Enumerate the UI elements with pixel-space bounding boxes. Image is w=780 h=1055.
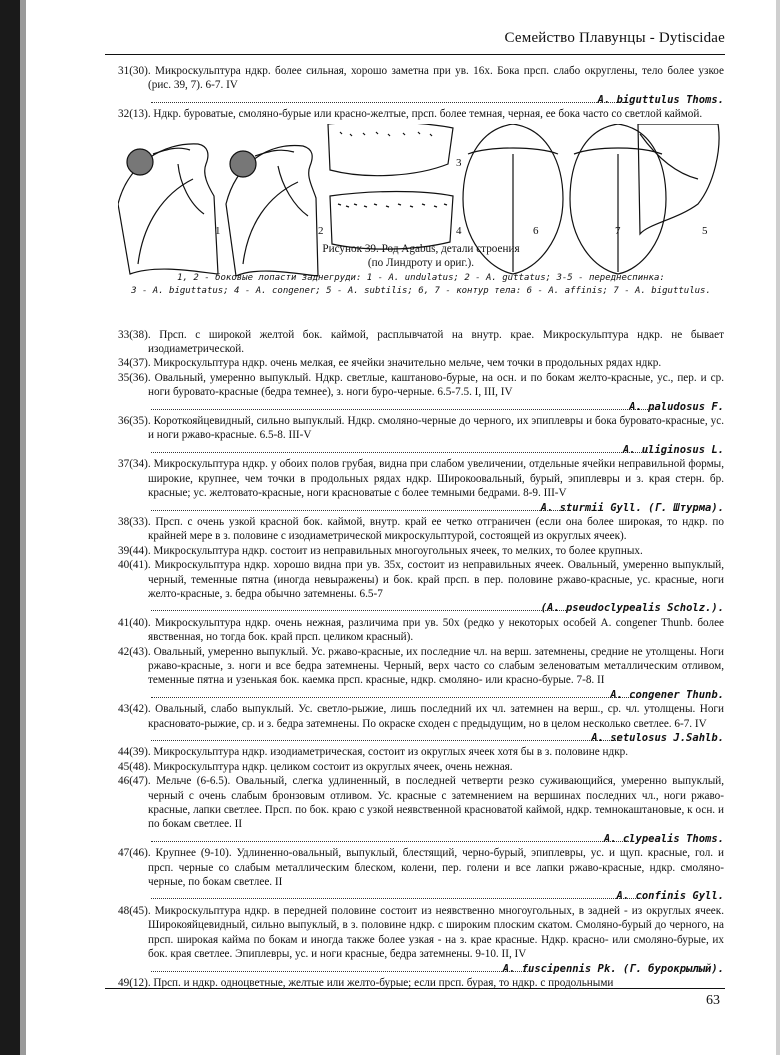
species-name: A. biguttulus Thoms. — [597, 93, 724, 106]
species-line — [148, 688, 724, 702]
entry-text: Прсп. с широкой желтой бок. каймой, расплывчатой на внутр. крае. Микроскульптура ндкр. не бывает изодиаметрической. — [148, 328, 724, 356]
entry-number: 40(41). — [118, 559, 151, 572]
entry-text: Микроскульптура ндкр. очень нежная, различима при ув. 50х (редко у некоторых особей A. congener Thunb. более явственная, но тогда бок. край прсп. целиком красный). — [148, 616, 724, 644]
entry-text: Микроскульптура ндкр. целиком состоит из округлых ячеек, очень нежная. — [153, 760, 513, 773]
dot-leader — [151, 610, 568, 611]
key-entry — [118, 371, 724, 414]
species-name: A. paludosus F. — [629, 400, 724, 413]
entry-number: 35(36). — [118, 371, 151, 384]
entry-number: 46(47). — [118, 775, 151, 788]
key-entry-32 — [118, 107, 724, 121]
key-entry — [118, 846, 724, 904]
species-name: A. clypealis Thoms. — [603, 832, 724, 845]
entry-number: 44(39). — [118, 746, 151, 759]
key-entry — [118, 904, 724, 976]
legend-line-2: 3 - A. biguttatus; 4 - A. congener; 5 - A. subtilis; 6, 7 - контур тела: 6 - A. affinis; 7 - A. biguttulus. — [131, 285, 711, 296]
figure-39 — [118, 124, 724, 324]
entry-text: Микроскульптура ндкр. изодиаметрическая, состоит из округлых ячеек хотя бы в з. половине ндкр. — [153, 746, 629, 759]
species-line — [148, 889, 724, 903]
entry-number: 34(37). — [118, 357, 151, 370]
caption-line-1: Рисунок 39. Род Agabus, детали строения — [322, 242, 520, 255]
entry-text: Микроскульптура ндкр. очень мелкая, ее ячейки значительно мельче, чем точки в продольных рядах ндкр. — [153, 357, 662, 370]
figure-label-2: 2 — [318, 224, 324, 237]
key-entry — [118, 645, 724, 703]
key-entries — [118, 328, 724, 991]
species-line — [148, 93, 724, 107]
key-entry — [118, 356, 724, 370]
figure-label-7: 7 — [615, 224, 621, 237]
entry-text: Прсп. и ндкр. одноцветные, желтые или желто-бурые; если прсп. бурая, то ндкр. с продольными — [153, 976, 614, 989]
species-name: A. sturmii Gyll. (Г. Штурма). — [540, 501, 724, 514]
page-body — [118, 64, 724, 990]
header-rule — [105, 54, 725, 55]
key-entry — [118, 328, 724, 357]
entry-text: Микроскульптура ндкр. у обоих полов грубая, видна при слабом увеличении, отдельные ячейки неправильной формы, широкие, крупнее, чем точки в продольных рядах ндкр. Широкоовальный, бурый, эпиплевры и з. края стерн. бр. красные; ус. желтовато-красные, ноги красноватые с более темными бедрами. 8-9. III-V — [148, 458, 724, 500]
species-name: A. uliginosus L. — [622, 443, 724, 456]
key-entry — [118, 558, 724, 616]
entry-text: Ндкр. буроватые, смоляно-бурые или красно-желтые, прсп. более темная, черная, ее бока часто со светлой каймой. — [153, 108, 703, 121]
key-entry — [118, 544, 724, 558]
species-line — [148, 962, 724, 976]
scan-edge-right — [776, 0, 780, 1055]
figure-label-4: 4 — [456, 224, 462, 237]
entry-text: Овальный, умеренно выпуклый. Ус. ржаво-красные, их последние чл. на верш. затемнены, средние не утолщены. Ноги ржаво-красные, з. ноги и все бедра затемнены. Черный, верх часто со слабым зеленоватым металлическим отливом, теменные пятна и узенькая бок. каемка прсп. красные, ндкр. смоляно- или красно-бурые. 7-8. II — [148, 645, 725, 687]
species-line — [148, 501, 724, 515]
entry-number: 31(30). — [118, 65, 151, 77]
entry-number: 37(34). — [118, 458, 151, 471]
entry-text: Овальный, слабо выпуклый. Ус. светло-рыжие, лишь последний их чл. затемнен на верш., ср. чл. утолщены. Ноги красновато-рыжие, ср. и з. бедра затемнены. По окраске сходен с предыдущим, но в целом несколько светлее. 6-7. IV — [148, 703, 725, 730]
species-line — [148, 601, 724, 615]
entry-number: 48(45). — [118, 904, 151, 917]
entry-number: 41(40). — [118, 616, 151, 629]
figure-label-6: 6 — [533, 224, 539, 237]
key-entry — [118, 774, 724, 846]
entry-text: Прсп. с очень узкой красной бок. каймой, внутр. край ее четко отграничен (если она более широкая, то ндкр. по крайней мере в з. половине с изодиаметрической микроскульптурой, состоящей из округлых ячеек). — [148, 515, 724, 543]
page-number: 63 — [706, 993, 720, 1008]
caption-line-2: (по Линдроту и ориг.). — [367, 256, 475, 269]
entry-number: 36(35). — [118, 415, 151, 428]
entry-number: 49(12). — [118, 976, 151, 989]
footer-rule — [105, 988, 725, 989]
key-entry — [118, 515, 724, 544]
species-line — [148, 400, 724, 414]
entry-text: Мельче (6-6.5). Овальный, слегка удлиненный, в последней четверти резко суживающийся, умеренно выпуклый, черный с очень слабым бронзовым отливом. Ус. красные с затемнением на вершинах последних чл., ноги ржаво-красные, лапки светлее. Прсп. по бок. краю с узкой неявственной красноватой каймой, ндкр. темнокаштановые, к осн. и по бокам светлее. II — [148, 775, 724, 831]
scan-edge-gray — [20, 0, 26, 1055]
entry-text: Микроскульптура ндкр. более сильная, хорошо заметна при ув. 16х. Бока прсп. слабо округлены, тело более узкое (рис. 39, 7). 6-7. IV — [148, 65, 725, 92]
key-entry — [118, 414, 724, 457]
entry-number: 32(13). — [118, 108, 151, 121]
entry-number: 42(43). — [118, 645, 151, 658]
figure-label-3: 3 — [456, 156, 462, 169]
species-name: A. confinis Gyll. — [616, 890, 724, 903]
dot-leader — [151, 841, 631, 842]
scan-edge-dark — [0, 0, 20, 1055]
drawing-fig-3 — [328, 124, 453, 176]
drawing-fig-4 — [330, 191, 453, 249]
species-name: A. fuscipennis Pk. (Г. бурокрылый). — [502, 962, 724, 975]
figure-label-5: 5 — [702, 224, 708, 237]
figure-label-1: 1 — [215, 224, 221, 237]
dot-leader — [151, 452, 650, 453]
figure-caption — [118, 242, 724, 270]
species-line — [148, 443, 724, 457]
dot-leader — [151, 510, 568, 511]
entry-number: 47(46). — [118, 847, 151, 860]
figure-legend — [118, 272, 724, 298]
dot-leader — [151, 971, 530, 972]
dot-leader — [151, 409, 656, 410]
entry-number: 38(33). — [118, 515, 151, 528]
key-entry — [118, 616, 724, 645]
key-entry — [118, 760, 724, 774]
entry-number: 33(38). — [118, 328, 151, 341]
key-entry — [118, 745, 724, 759]
entry-number: 39(44). — [118, 544, 151, 557]
species-name: A. setulosus J.Sahlb. — [591, 732, 724, 744]
entry-text: Крупнее (9-10). Удлиненно-овальный, выпуклый, блестящий, черно-бурый, эпиплевры, ус. и щуп. красные, гол. и прсп. черные со слабым металлическим блеском, колени, пер. голени и все лапки ржаво-красные, ндкр. смоляно-черные, по бокам светлее. II — [148, 847, 724, 889]
running-header: Семейство Плавунцы - Dytiscidae — [504, 30, 725, 46]
dot-leader — [151, 697, 637, 698]
key-entry — [118, 702, 724, 745]
entry-text: Микроскульптура ндкр. хорошо видна при ув. 35х, состоит из неправильных ячеек. Овальный, умеренно выпуклый, черный, теменные пятна (иногда невыражены) и бок. край прсп. в пер. половине ржаво-красные, ус. красные, ноги желто-красные, з. бедра обычно затемнены. 6.5-7 — [148, 559, 724, 600]
drawing-fig-5 — [638, 124, 719, 234]
entry-text: Микроскульптура ндкр. состоит из неправильных многоугольных ячеек, то мелких, то более крупных. — [153, 544, 643, 557]
species-name: (A. pseudoclypealis Scholz.). — [540, 602, 724, 615]
entry-number: 45(48). — [118, 760, 151, 773]
legend-line-1: 1, 2 - боковые лопасти заднегруди: 1 - A. undulatus; 2 - A. guttatus; 3-5 - переднеспинка: — [177, 272, 665, 283]
dot-leader — [151, 898, 644, 899]
entry-text: Микроскульптура ндкр. в передней половине состоит из неявственно многоугольных, в задней - из округлых ячеек. Широкояйцевидный, сильно выпуклый, в з. половине ндкр. с широким плоским скатом. Смоляно-бурый до черного, на прсп. широкая кайма по бокам и иногда также более узкая - на з. крае красные. Ндкр. красно- или смоляно-бурые, их бок. края светлее. Эпиплевры, ус. и ноги красные, бедра затемнены. 9-10. II, IV — [148, 904, 724, 961]
key-entry-31 — [118, 64, 724, 107]
dot-leader — [151, 102, 625, 103]
species-line — [148, 832, 724, 846]
species-name: A. congener Thunb. — [610, 688, 724, 701]
entry-text: Короткояйцевидный, сильно выпуклый. Ндкр. смоляно-черные до черного, их эпиплевры и бока буровато-красные, ус. и ноги ржаво-красные. 6.5-8. III-V — [148, 415, 725, 442]
species-line — [148, 731, 724, 745]
key-entry — [118, 457, 724, 515]
entry-text: Овальный, умеренно выпуклый. Ндкр. светлые, каштаново-бурые, на осн. и по бокам желто-красные, ус., пер. и ср. ноги буровато-красные (бедра темнее), з. ноги буро-черные. 6.5-7.5. I, III, IV — [148, 371, 724, 399]
entry-number: 43(42). — [118, 703, 151, 716]
dot-leader — [151, 740, 618, 741]
